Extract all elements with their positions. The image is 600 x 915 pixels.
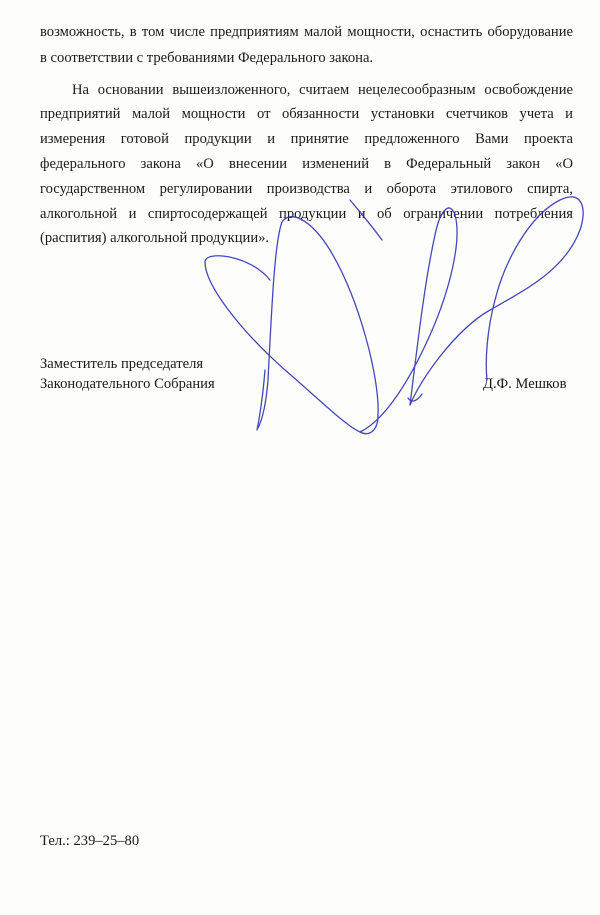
paragraph-2-line-6: алкогольной и спиртосодержащей продукции и об ограничении потребления [40, 206, 573, 222]
signatory-position [40, 354, 215, 394]
signatory-position-line-1: Заместитель председателя [40, 356, 204, 372]
paragraph-1-line-2: в соответствии с требованиями Федерального закона. [40, 50, 374, 66]
paragraph-2-line-7: (распития) алкогольной продукции». [40, 230, 270, 246]
paragraph-1-line-1: возможность, в том числе предприятиям малой мощности, оснастить оборудование [40, 24, 573, 40]
paragraph-2-line-3: измерения готовой продукции и принятие предложенного Вами проекта [40, 131, 573, 147]
paragraph-2-line-2: предприятий малой мощности от обязанности установки счетчиков учета и [40, 106, 573, 122]
signatory-position-line-2: Законодательного Собрания [40, 376, 215, 392]
paragraph-2-line-1: На основании вышеизложенного, считаем нецелесообразным освобождение [72, 82, 573, 98]
phone-number: Тел.: 239–25–80 [40, 833, 140, 849]
paragraph-2-line-5: государственном регулировании производства и оборота этилового спирта, [40, 181, 573, 197]
paragraph-2-line-4: федерального закона «О внесении изменений в Федеральный закон «О [40, 156, 573, 172]
signatory-name: Д.Ф. Мешков [483, 376, 567, 392]
